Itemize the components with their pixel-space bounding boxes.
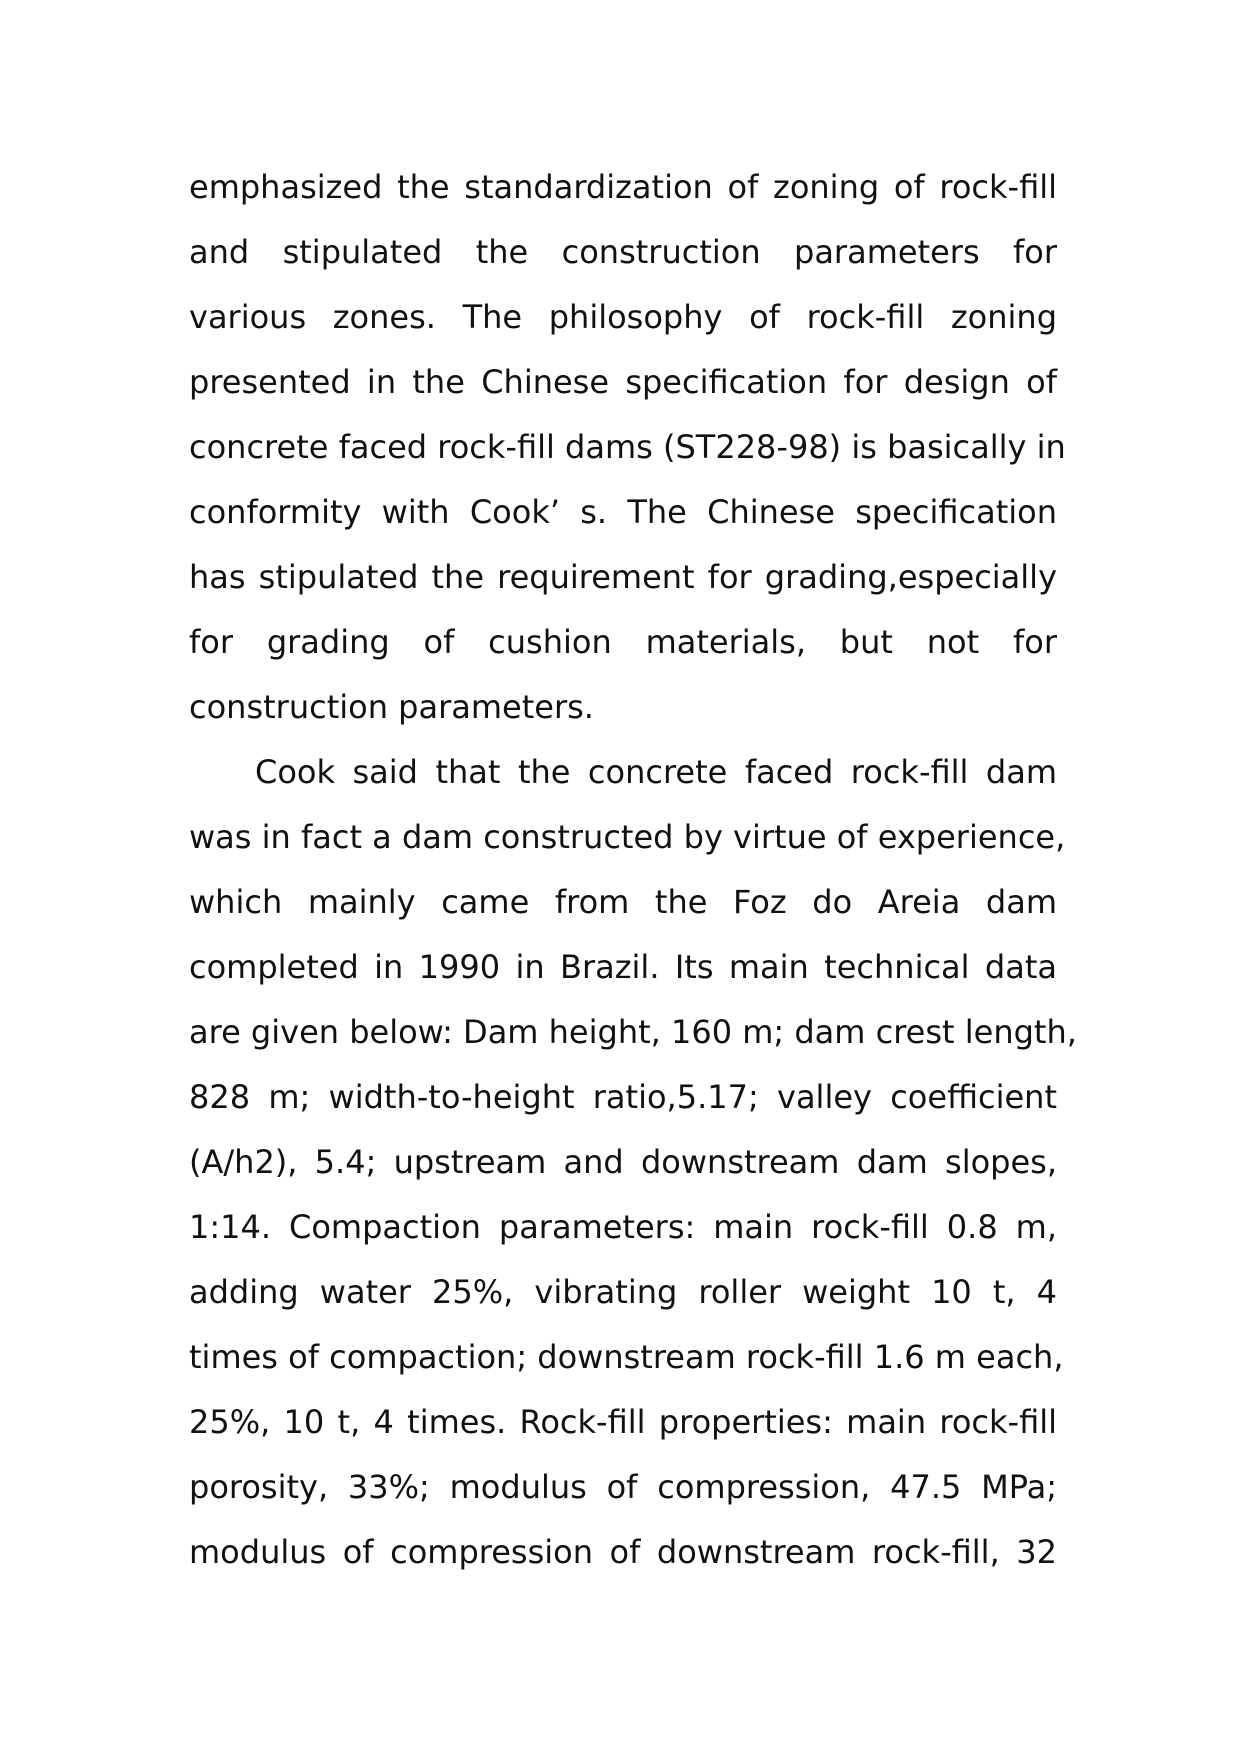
text-line: was in fact a dam constructed by virtue of experience, <box>189 818 1066 856</box>
text-line: and stipulated the construction parameters for <box>189 233 1057 271</box>
text-line: modulus of compression of downstream rock-fill, 32 <box>189 1533 1057 1571</box>
text-line: 828 m; width-to-height ratio,5.17; valley coefficient <box>189 1078 1057 1116</box>
text-line: completed in 1990 in Brazil. Its main technical data <box>189 948 1057 986</box>
text-line: times of compaction; downstream rock-fill 1.6 m each, <box>189 1338 1064 1376</box>
text-line: 1:14. Compaction parameters: main rock-fill 0.8 m, <box>189 1208 1057 1246</box>
text-line: Cook said that the concrete faced rock-fill dam <box>255 753 1057 791</box>
text-line: adding water 25%, vibrating roller weight 10 t, 4 <box>189 1273 1057 1311</box>
text-line: conformity with Cook’ s. The Chinese specification <box>189 493 1057 531</box>
paragraph-2 <box>189 740 1077 1585</box>
text-line: concrete faced rock-fill dams (ST228-98) is basically in <box>189 428 1066 466</box>
text-line: various zones. The philosophy of rock-fill zoning <box>189 298 1057 336</box>
text-line: emphasized the standardization of zoning of rock-fill <box>189 168 1057 206</box>
text-line: 25%, 10 t, 4 times. Rock-fill properties: main rock-fill <box>189 1403 1057 1441</box>
text-line: (A/h2), 5.4; upstream and downstream dam slopes, <box>189 1143 1057 1181</box>
text-line: construction parameters. <box>189 688 594 726</box>
text-line: presented in the Chinese specification for design of <box>189 363 1057 401</box>
text-line: are given below: Dam height, 160 m; dam crest length, <box>189 1013 1077 1051</box>
text-line: porosity, 33%; modulus of compression, 47.5 MPa; <box>189 1468 1057 1506</box>
text-line: for grading of cushion materials, but not for <box>189 623 1057 661</box>
text-line: has stipulated the requirement for grading,especially <box>189 558 1057 596</box>
text-line: which mainly came from the Foz do Areia dam <box>189 883 1057 921</box>
body-text <box>189 155 1077 1585</box>
paragraph-1 <box>189 155 1066 740</box>
